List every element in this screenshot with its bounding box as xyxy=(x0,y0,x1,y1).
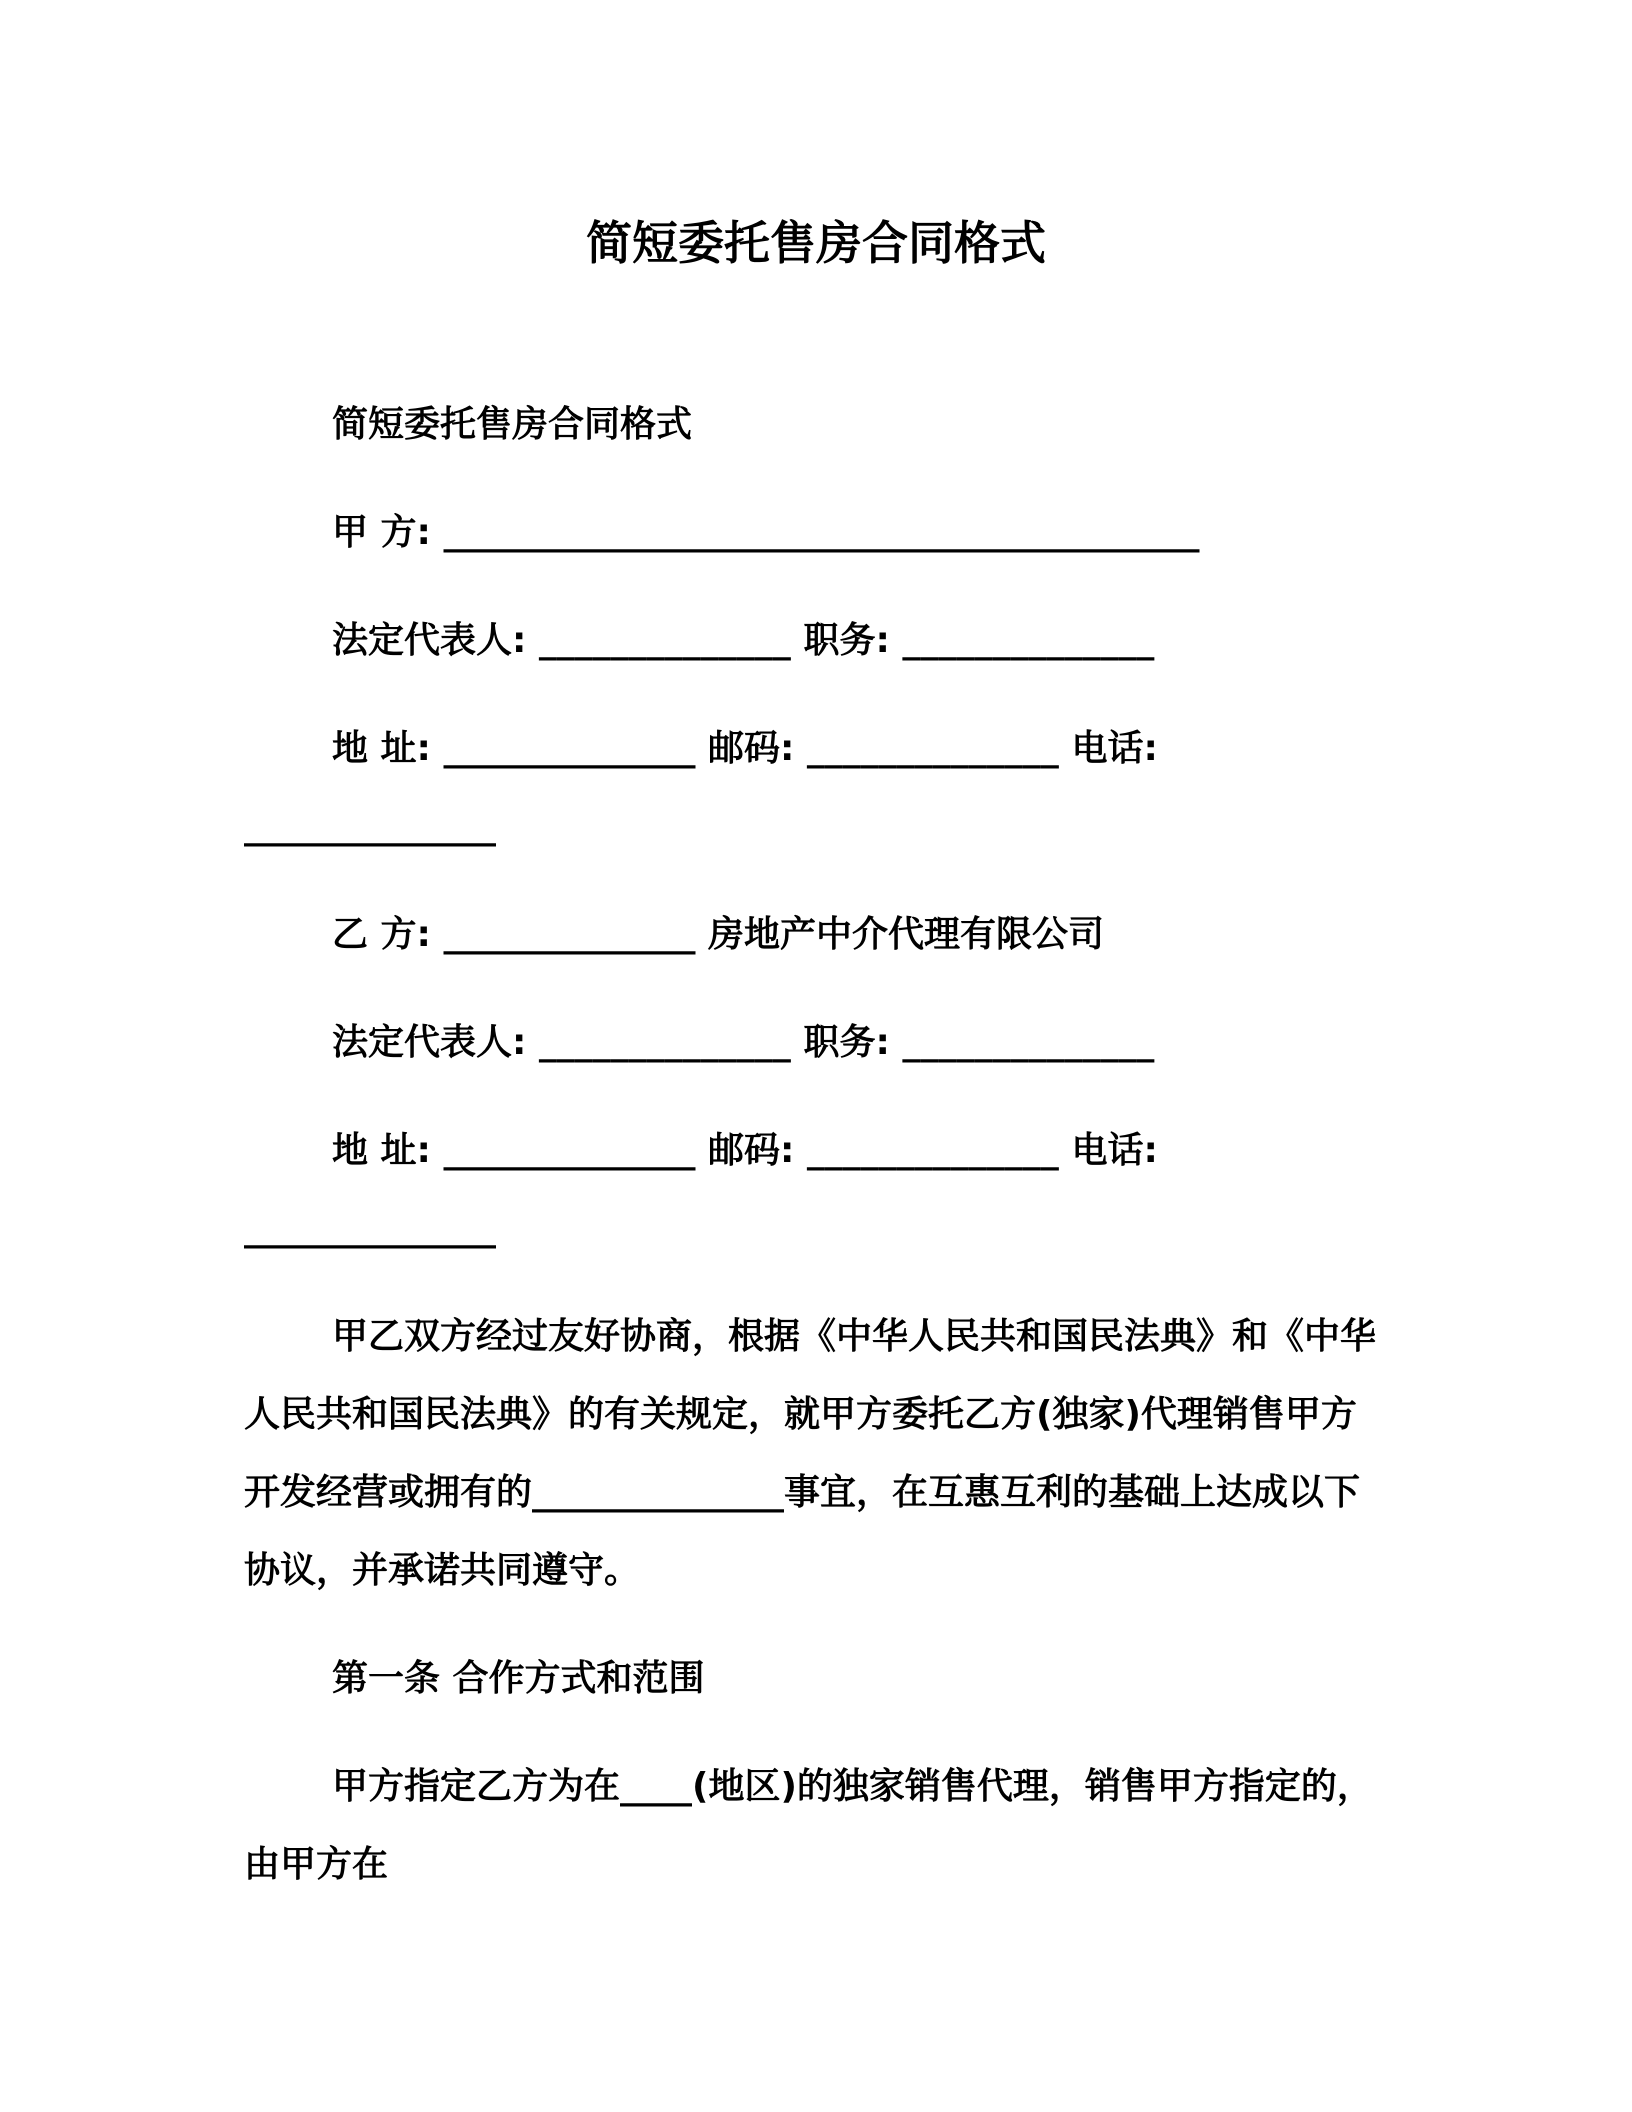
field-address-b: 地 址: ______________ 邮码: ______________ 电话: ______________ xyxy=(244,1130,1158,1249)
field-legal-representative-a: 法定代表人: ______________ 职务: ______________ xyxy=(332,620,1155,661)
paragraph-subtitle: 简短委托售房合同格式 xyxy=(332,404,693,445)
field-party-b: 乙 方: ______________ 房地产中介代理有限公司 xyxy=(332,914,1104,955)
heading-article-1: 第一条 合作方式和范围 xyxy=(332,1658,705,1699)
field-address-a: 地 址: ______________ 邮码: ______________ 电话: ______________ xyxy=(244,728,1158,847)
field-legal-representative-b: 法定代表人: ______________ 职务: ______________ xyxy=(332,1022,1155,1063)
field-party-a: 甲 方: __________________________________________ xyxy=(332,512,1200,553)
paragraph-article-1-body: 甲方指定乙方为在____(地区)的独家销售代理，销售甲方指定的，由甲方在 xyxy=(244,1766,1373,1885)
paragraph-preamble: 甲乙双方经过友好协商，根据《中华人民共和国民法典》和《中华人民共和国民法典》的有关规定，就甲方委托乙方(独家)代理销售甲方开发经营或拥有的______________事宜，在互惠互利的基础上达成以下协议，并承诺共同遵守。 xyxy=(244,1316,1377,1591)
document-title: 简短委托售房合同格式 xyxy=(586,216,1046,270)
